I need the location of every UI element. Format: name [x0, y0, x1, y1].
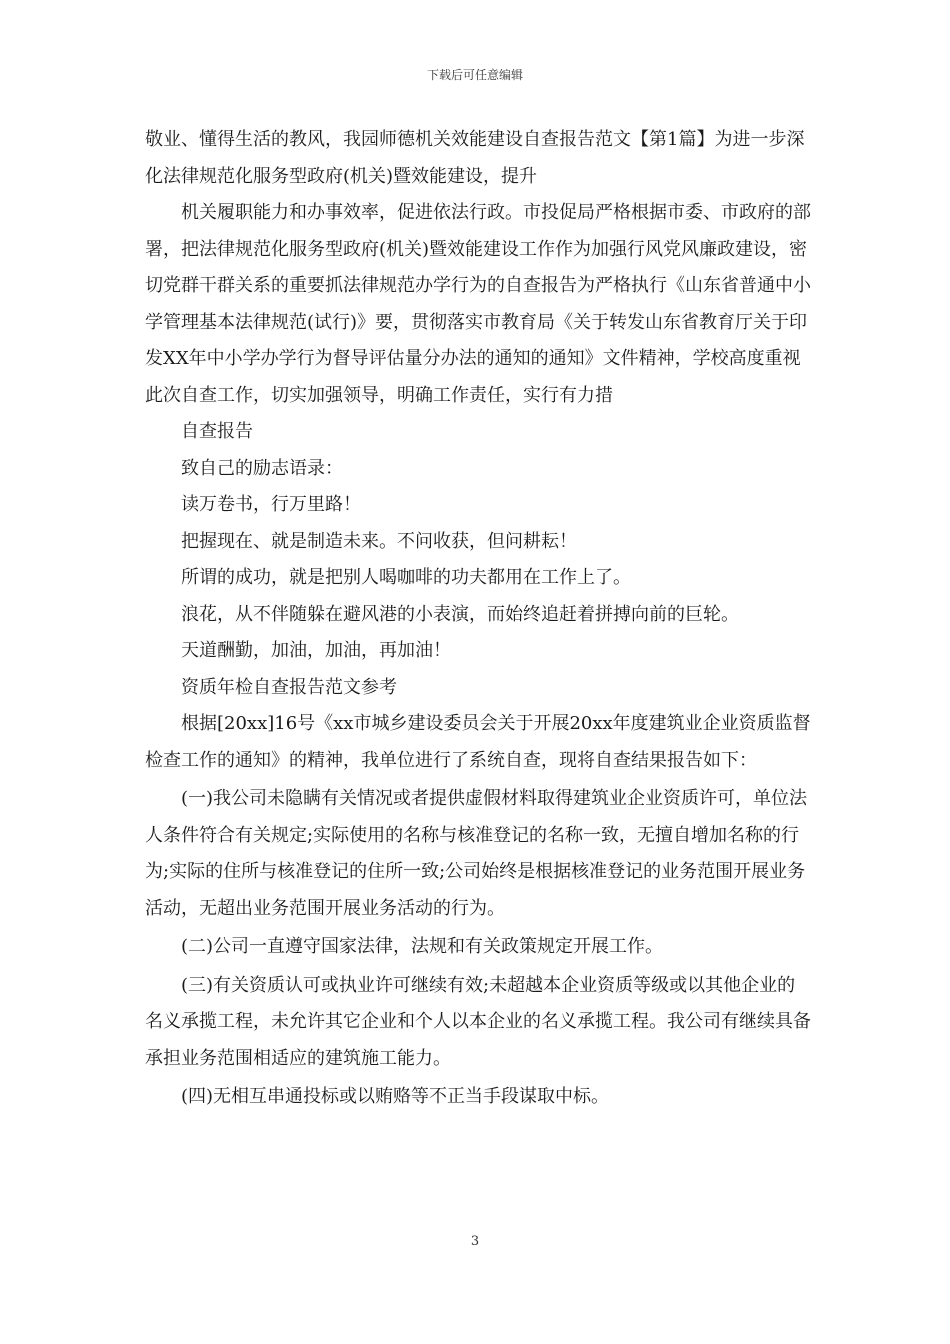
quote-line: 读万卷书，行万里路！	[181, 494, 361, 515]
heading-self-check-report: 自查报告	[181, 421, 253, 442]
paragraph-item-2: (二)公司一直遵守国家法律，法规和有关政策规定开展工作。	[181, 936, 664, 957]
page-number: 3	[470, 1234, 480, 1249]
document-body	[145, 122, 813, 1116]
quote-line: 浪花，从不伴随躲在避风港的小表演，而始终追赶着拼搏向前的巨轮。	[181, 603, 739, 625]
page-header: 下载后可任意编辑	[426, 68, 523, 82]
paragraph-body: 机关履职能力和办事效率，促进依法行政。市投促局严格根据市委、市政府的部署，把法律规范化服务型政府(机关)暨效能建设工作作为加强行风党风廉政建设，密切党群干群关系的重要抓法律规范办学行为的自查报告为严格执行《山东省普通中小学管理基本法律规范(试行)》要，贯彻落实市教育局《关于转发山东省教育厅关于印发XX年中小学办学行为督导评估量分办法的通知的通知》文件精神，学校高度重视此次自查工作，切实加强领导，明确工作责任，实行有力措	[145, 202, 811, 406]
paragraph-item-1: (一)我公司未隐瞒有关情况或者提供虚假材料取得建筑业企业资质许可，单位法人条件符合有关规定;实际使用的名称与核准登记的名称一致，无擅自增加名称的行为;实际的住所与核准登记的住所一致;公司始终是根据核准登记的业务范围开展业务活动，无超出业务范围开展业务活动的行为。	[145, 788, 808, 919]
paragraph-item-3: (三)有关资质认可或执业许可继续有效;未超越本企业资质等级或以其他企业的名义承揽工程，未允许其它企业和个人以本企业的名义承揽工程。我公司有继续具备承担业务范围相适应的建筑施工能力。	[145, 974, 811, 1069]
quote-line: 天道酬勤，加油，加油，再加油！	[181, 640, 451, 661]
paragraph-item-4: (四)无相互串通投标或以贿赂等不正当手段谋取中标。	[181, 1086, 610, 1107]
paragraph-intro: 敬业、懂得生活的教风，我园师德机关效能建设自查报告范文【第1篇】为进一步深化法律规范化服务型政府(机关)暨效能建设，提升	[145, 129, 805, 187]
section-title: 资质年检自查报告范文参考	[181, 676, 397, 698]
quote-heading: 致自己的励志语录：	[181, 457, 343, 479]
quote-line: 所谓的成功，就是把别人喝咖啡的功夫都用在工作上了。	[181, 567, 631, 588]
quote-line: 把握现在、就是制造未来。不问收获，但问耕耘！	[181, 530, 577, 552]
paragraph-basis: 根据[20xx]16号《xx市城乡建设委员会关于开展20xx年度建筑业企业资质监督检查工作的通知》的精神，我单位进行了系统自查，现将自查结果报告如下：	[145, 713, 811, 771]
